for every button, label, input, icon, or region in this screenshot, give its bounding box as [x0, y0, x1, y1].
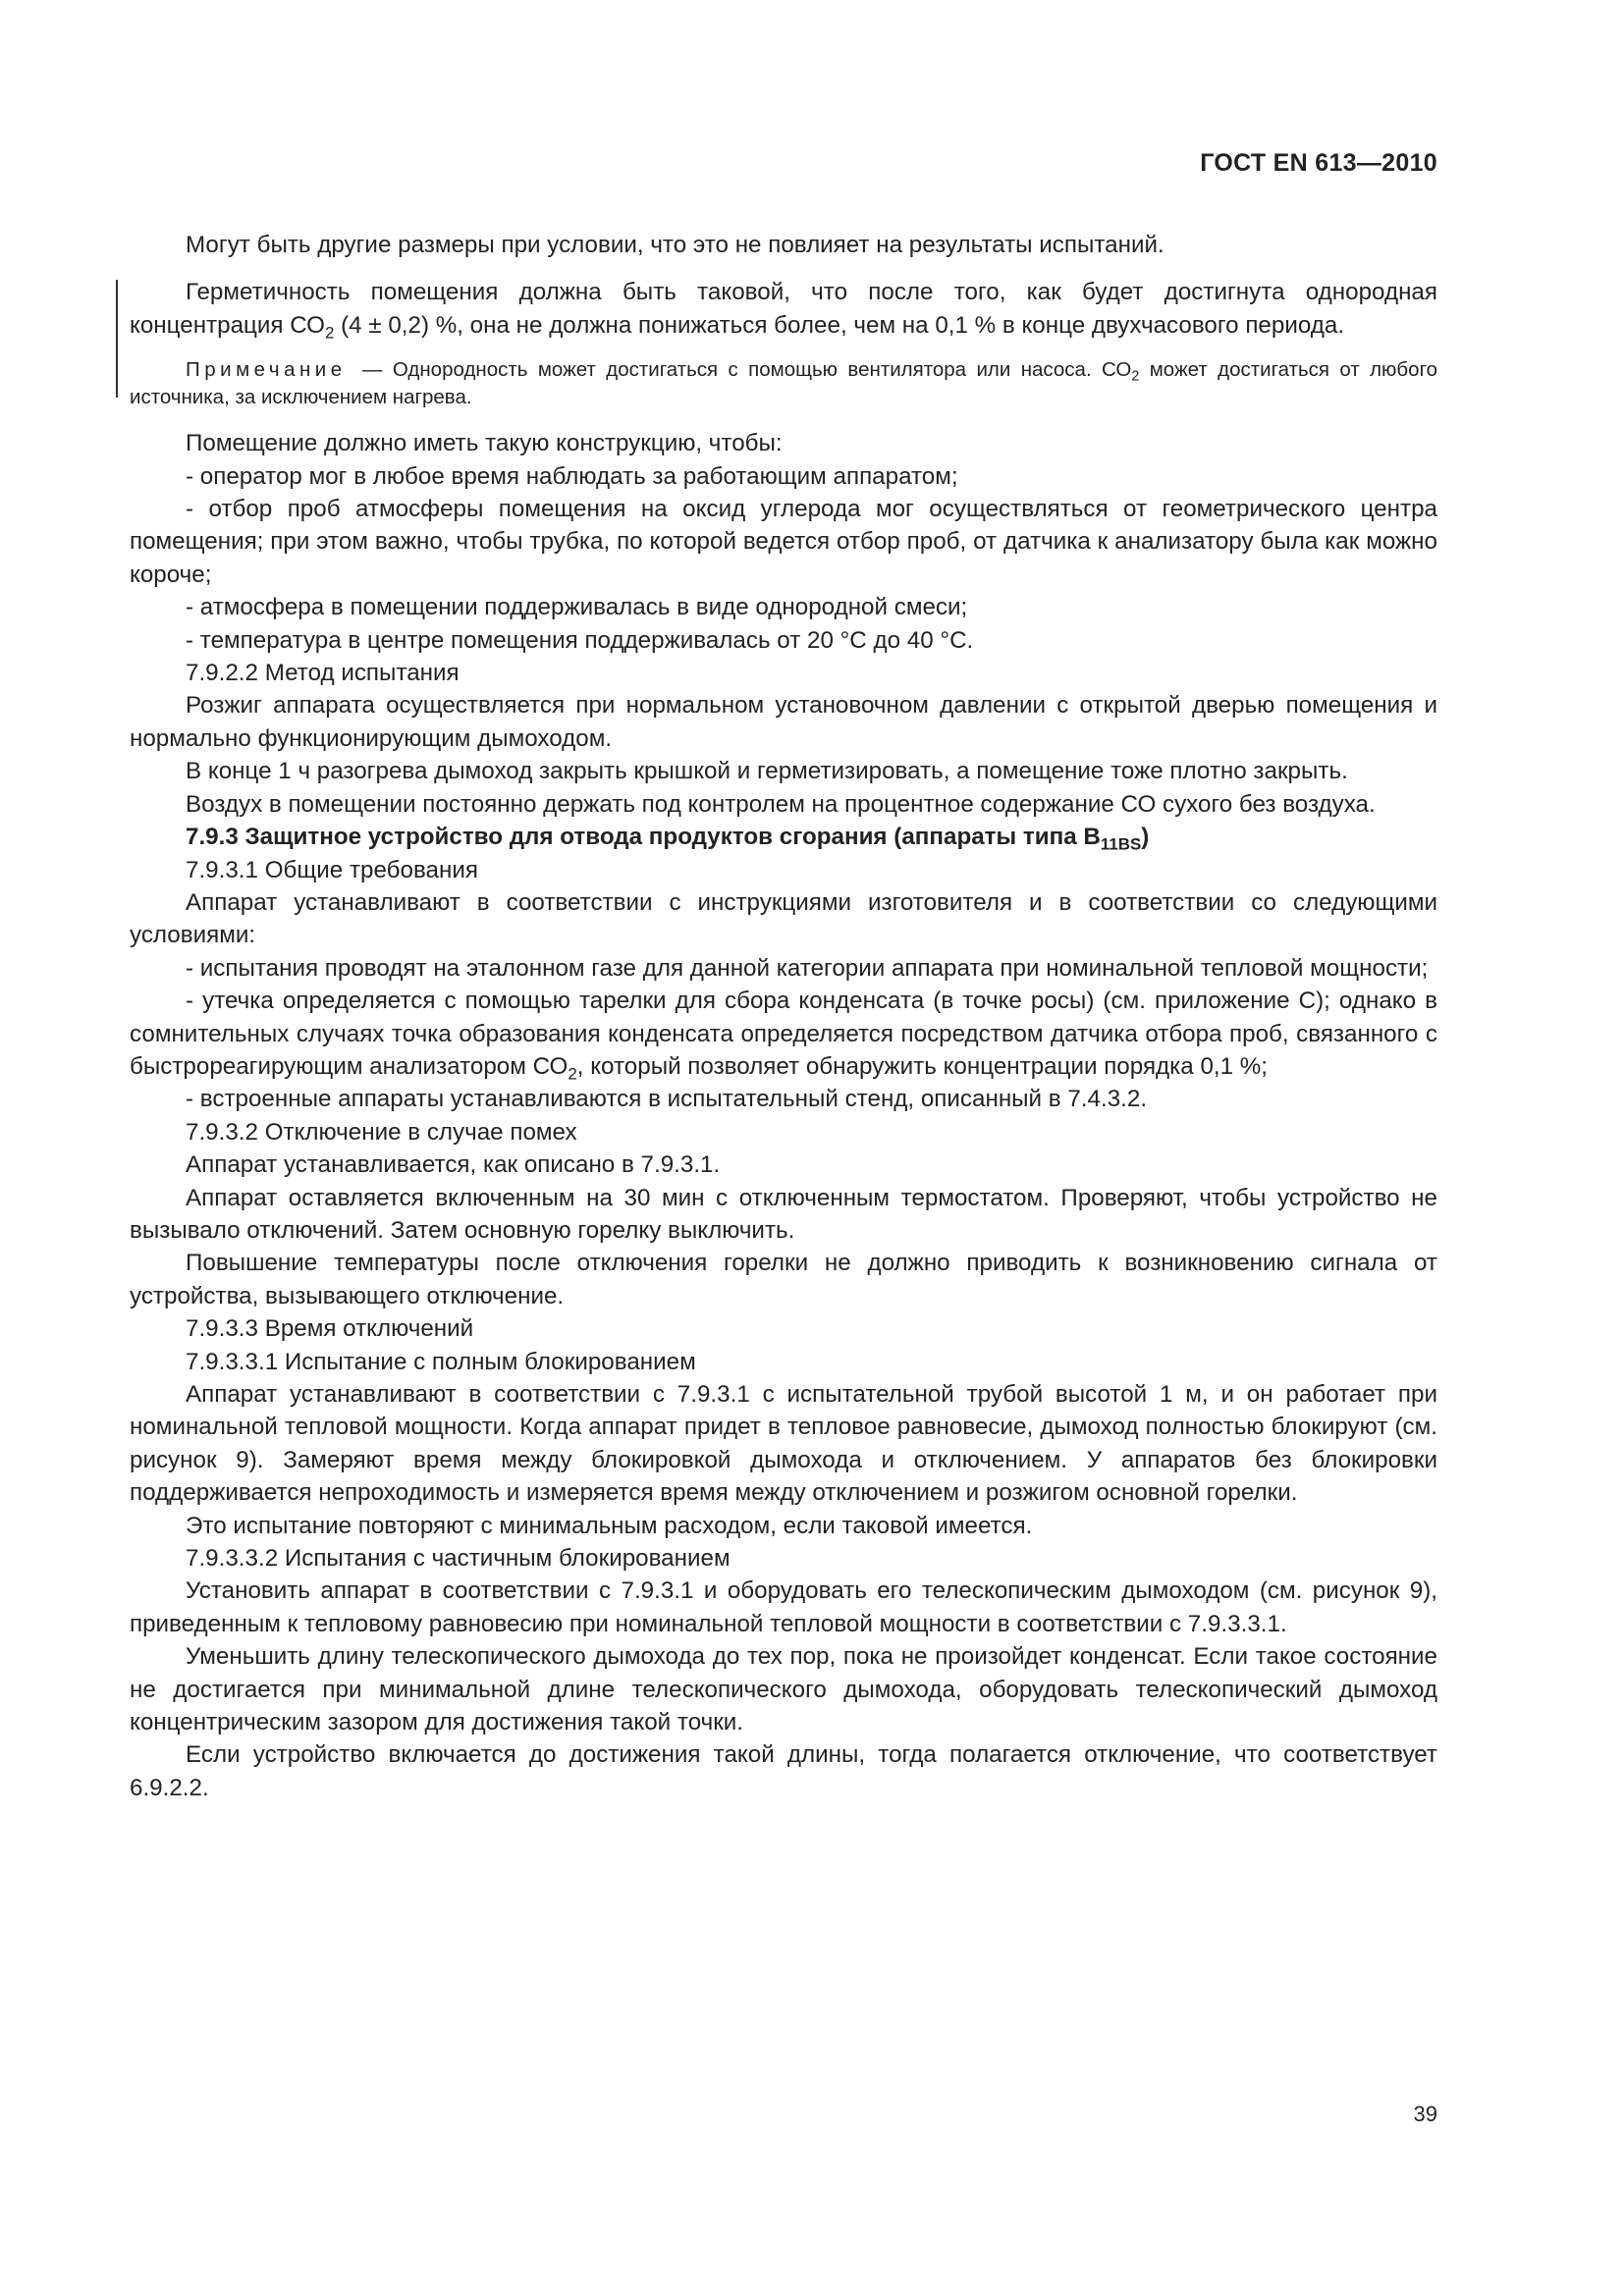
note: [130, 356, 1437, 411]
change-marker-bar: [116, 280, 118, 398]
heading-text: 7.9.3 Защитное устройство для отвода продуктов сгорания (аппараты типа В: [186, 824, 1101, 851]
subscript: 2: [568, 1064, 577, 1084]
paragraph: [130, 276, 1437, 342]
list-item: [130, 985, 1437, 1083]
section-heading: 7.9.3.2 Отключение в случае помех: [186, 1118, 577, 1146]
paragraph: Могут быть другие размеры при условии, что это не повлияет на результаты испытаний.: [186, 232, 1164, 258]
note-label: Примечание: [186, 358, 347, 382]
paragraph: Уменьшить длину телескопического дымохода до тех пор, пока не произойдет конденсат. Если такое состояние не достигается при минимальной длине телескопического дымохода, оборудовать телескопический дымоход концентрическим зазором для достижения такой точки.: [130, 1643, 1437, 1736]
paragraph-text: - утечка определяется с помощью тарелки для сбора конденсата (в точке росы) (см. приложение С); однако в сомнительных случаях точка образования конденсата определяется посредством датчика отбора проб, связанного с быстрореагирующим анализатором СО: [130, 988, 1437, 1080]
section-heading: 7.9.3.3.1 Испытание с полным блокированием: [186, 1348, 696, 1375]
paragraph: Розжиг аппарата осуществляется при нормальном установочном давлении с открытой дверью помещения и нормально функционирующим дымоходом.: [130, 692, 1437, 752]
paragraph: Воздух в помещении постоянно держать под контролем на процентное содержание СО сухого без воздуха.: [186, 790, 1376, 818]
paragraph: Аппарат оставляется включенным на 30 мин с отключенным термостатом. Проверяют, чтобы устройство не вызывало отключений. Затем основную горелку выключить.: [130, 1184, 1437, 1244]
subscript: 2: [1131, 368, 1140, 385]
list-item: - встроенные аппараты устанавливаются в испытательный стенд, описанный в 7.4.3.2.: [186, 1086, 1148, 1113]
list-item: - температура в центре помещения поддерживалась от 20 °С до 40 °С.: [186, 626, 974, 654]
paragraph: Если устройство включается до достижения такой длины, тогда полагается отключение, что соответствует 6.9.2.2.: [130, 1741, 1437, 1801]
list-item: - оператор мог в любое время наблюдать за работающим аппаратом;: [186, 462, 958, 490]
paragraph-text: (4 ± 0,2) %, она не должна понижаться более, чем на 0,1 % в конце двухчасового периода.: [334, 311, 1345, 339]
note-text: может достигаться от любого источника, за исключением нагрева.: [130, 358, 1438, 409]
paragraph: Аппарат устанавливают в соответствии с 7.9.3.1 с испытательной трубой высотой 1 м, и он работает при номинальной тепловой мощности. Когда аппарат придет в тепловое равновесие, дымоход полностью блокируют (см. рисунок 9). Замеряют время между блокировкой дымохода и отключением. У аппаратов без блокировки поддерживается непроходимость и измеряется время между отключением и розжигом основной горелки.: [130, 1381, 1437, 1507]
paragraph: Помещение должно иметь такую конструкцию, чтобы:: [186, 430, 783, 457]
paragraph: Установить аппарат в соответствии с 7.9.3.1 и оборудовать его телескопическим дымоходом (см. рисунок 9), приведенным к тепловому равновесию при номинальной тепловой мощности в соответствии с 7.9.3.3.1.: [130, 1577, 1437, 1637]
section-heading-bold: [130, 821, 1437, 853]
subscript: 2: [324, 323, 335, 343]
document-body: [130, 229, 1437, 1804]
list-item: - отбор проб атмосферы помещения на оксид углерода мог осуществляться от геометрического центра помещения; при этом важно, чтобы трубка, по которой ведется отбор проб, от датчика к анализатору была как можно короче;: [130, 496, 1437, 588]
heading-text: ): [1141, 824, 1150, 851]
paragraph: Повышение температуры после отключения горелки не должно приводить к возникновению сигнала от устройства, вызывающего отключение.: [130, 1250, 1437, 1309]
list-item: - атмосфера в помещении поддерживалась в виде однородной смеси;: [186, 594, 968, 621]
section-heading: 7.9.2.2 Метод испытания: [186, 660, 460, 687]
section-heading: 7.9.3.3 Время отключений: [186, 1315, 474, 1343]
list-item: - испытания проводят на эталонном газе для данной категории аппарата при номинальной тепловой мощности;: [186, 954, 1429, 982]
paragraph-text: , который позволяет обнаружить концентрации порядка 0,1 %;: [576, 1052, 1269, 1080]
subscript: 11BS: [1100, 834, 1142, 854]
paragraph: В конце 1 ч разогрева дымоход закрыть крышкой и герметизировать, а помещение тоже плотно закрыть.: [186, 758, 1348, 785]
page-number: 39: [1413, 2102, 1437, 2126]
section-heading: 7.9.3.3.2 Испытания с частичным блокированием: [186, 1545, 731, 1573]
paragraph: Аппарат устанавливается, как описано в 7.9.3.1.: [186, 1151, 721, 1179]
section-heading: 7.9.3.1 Общие требования: [186, 856, 478, 883]
paragraph: Это испытание повторяют с минимальным расходом, если таковой имеется.: [186, 1512, 1033, 1539]
document-header: ГОСТ EN 613—2010: [1200, 149, 1437, 177]
paragraph-text: Герметичность помещения должна быть таковой, что после того, как будет достигнута однородная концентрация СО: [130, 279, 1437, 339]
changed-paragraph-block: [130, 276, 1437, 342]
note-text: — Однородность может достигаться с помощью вентилятора или насоса. СО: [352, 358, 1132, 382]
paragraph: Аппарат устанавливают в соответствии с инструкциями изготовителя и в соответствии со следующими условиями:: [130, 888, 1437, 949]
